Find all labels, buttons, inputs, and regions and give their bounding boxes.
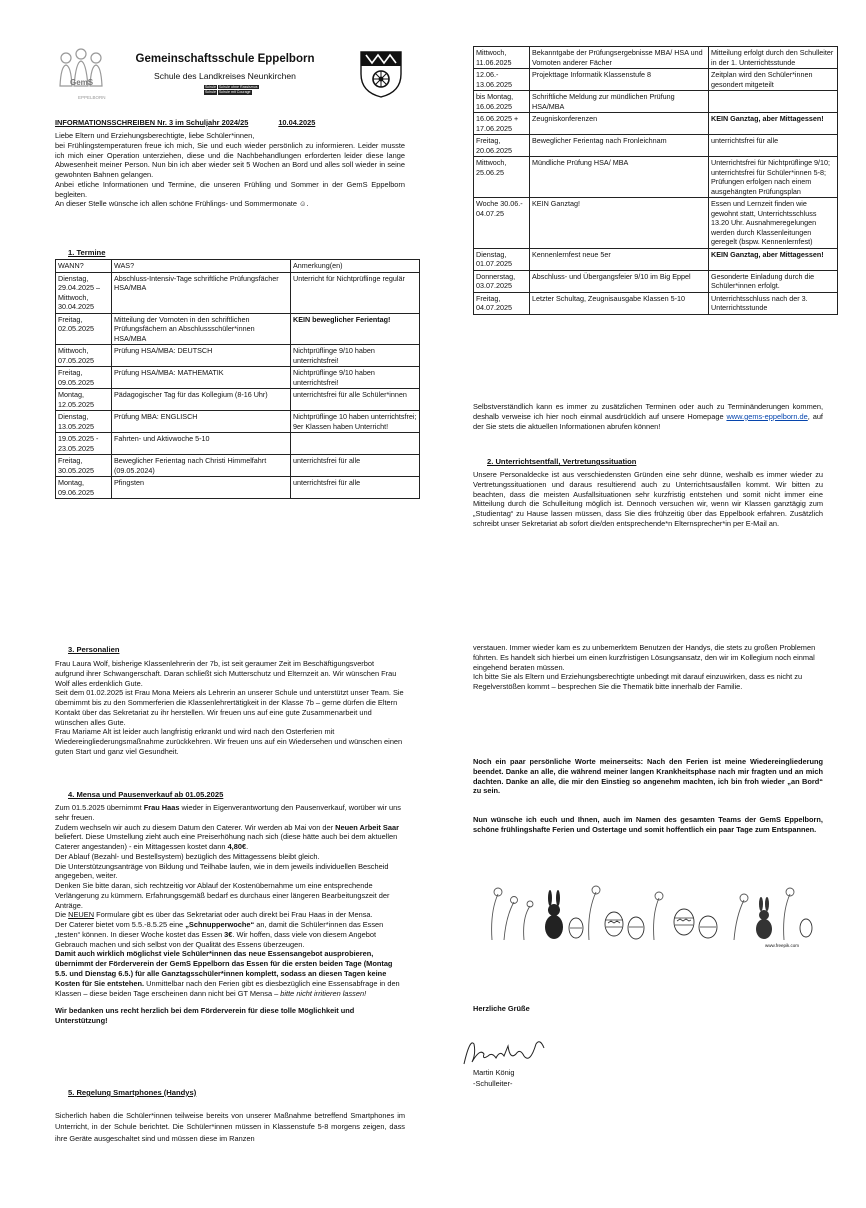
letter-heading: INFORMATIONSSCHREIBEN Nr. 3 im Schuljahr 2024/25 (55, 118, 249, 127)
bunny-icon-2 (756, 897, 772, 939)
cell-note: Essen und Lernzeit finden wie gewohnt statt, Unterrichtsschluss 13.20 Uhr. Ausnahmeregelungen werden durch Klassenleitungen geregelt (bspw. Kennenlernfest) (709, 198, 838, 249)
table-row (56, 272, 420, 313)
cell-what: Schriftliche Meldung zur mündlichen Prüfung HSA/MBA (530, 91, 709, 113)
closing-personal: Noch ein paar persönliche Worte meinerseits: Nach den Ferien ist meine Wiedereingliederung beendet. Danke an alle, die während meiner langen Krankheitsphase nach mir fragten und an mich dachten. Danke an alle, die mir den Einstieg so angenehm machten, ich bin froh wieder „an Bord“ zu sein. (473, 757, 823, 796)
cell-what: Bekanntgabe der Prüfungsergebnisse MBA/ HSA und Vornoten anderer Fächer (530, 47, 709, 69)
table-row (56, 389, 420, 411)
cell-what: Zeugniskonferenzen (530, 113, 709, 135)
cell-when: Dienstag, 01.07.2025 (474, 248, 530, 270)
intro-text-2: Anbei etliche Informationen und Termine, die unseren Frühling und Sommer in der GemS Eppelborn begleiten. (55, 179, 405, 199)
section-5-continued (473, 643, 823, 692)
intro-text: bei Frühlingstemperaturen freue ich mich, Sie und euch wieder persönlich zu informieren. Leider musste ich mich einer Operation unterziehen, diese und die Nachbehandlungen erforderten leider diese lange Abwesenheit meiner Person. Nun bin ich aber wieder seit 5 Wochen an Bord und alles soll wieder in seine gewohnten Bahnen gelangen. (55, 140, 405, 180)
cell-when: Dienstag, 29.04.2025 – Mittwoch, 30.04.2025 (56, 272, 112, 313)
cell-when: 19.05.2025 - 23.05.2025 (56, 433, 112, 455)
logo-text: GemS (70, 78, 94, 87)
cell-what: Beweglicher Ferientag nach Christi Himmelfahrt (09.05.2024) (112, 455, 291, 477)
cell-note: Gesonderte Einladung durch die Schüler*innen erfolgt. (709, 270, 838, 292)
cell-note: Nichtprüflinge 10 haben unterrichtsfrei; 9er Klassen haben Unterricht! (291, 411, 420, 433)
signer-role: -Schulleiter- (473, 1079, 513, 1088)
courage-badge: Schule Schule ohne Rassismus Schule Schule mit Courage (205, 85, 258, 95)
table-row (474, 135, 838, 157)
cell-when: bis Montag, 16.06.2025 (474, 91, 530, 113)
section-4-text (55, 803, 405, 1026)
section-3-text (55, 659, 405, 757)
section-5-text: Sicherlich haben die Schüler*innen teilweise bereits von unserer Maßnahme betreffend Smartphones im Unterricht, in der Schule berichtet. Die Schüler*innen müssen in Klassenstufe 5-8 morgens zeigen, dass ihre Geräte ausgeschaltet sind und müssen diese im Ranzen (55, 1111, 405, 1143)
cell-what: Prüfung MBA: ENGLISCH (112, 411, 291, 433)
cell-when: Montag, 09.06.2025 (56, 477, 112, 499)
cell-what: Letzter Schultag, Zeugnisausgabe Klassen 5-10 (530, 292, 709, 314)
table-row (474, 198, 838, 249)
signer-name: Martin König (473, 1068, 515, 1077)
letter-intro (55, 131, 405, 209)
logo-subtext: EPPELBORN (78, 95, 106, 100)
cell-what: Projekttage Informatik Klassenstufe 8 (530, 69, 709, 91)
table-row (56, 367, 420, 389)
schedule-table-2 (473, 46, 838, 315)
mensa-p5: Denken Sie bitte daran, sich rechtzeitig vor Ablauf der Kostenübernahme um eine entsprechende Verlängerung zu kümmern. Erfahrungsgemäß bedarf es durchaus einer längeren Bearbeitungszeit der Anträge. (55, 881, 390, 910)
cell-when: Mittwoch, 11.06.2025 (474, 47, 530, 69)
cell-what: Abschluss-Intensiv-Tage schriftliche Prüfungsfächer HSA/MBA (112, 272, 291, 313)
school-logo (52, 46, 110, 102)
cell-note: Zeitplan wird den Schüler*innen gesondert mitgeteilt (709, 69, 838, 91)
signature-icon (460, 1034, 550, 1070)
cell-what: Fahrten- und Aktivwoche 5-10 (112, 433, 291, 455)
cell-note: unterrichtsfrei für alle (709, 135, 838, 157)
mensa-p9: Wir bedanken uns recht herzlich bei dem Förderverein für diese tolle Möglichkeit und Unterstützung! (55, 1006, 355, 1026)
bunny-icon (545, 890, 563, 939)
regards: Herzliche Grüße (473, 1004, 530, 1013)
greeting: Liebe Eltern und Erziehungsberechtigte, liebe Schüler*innen, (55, 131, 255, 140)
homepage-note-end: , auf der Sie stets die aktuellen Informationen abrufen können! (473, 411, 823, 431)
cell-when: Mittwoch, 25.06.25 (474, 157, 530, 198)
cell-note: Unterrichtsschluss nach der 3. Unterrichtsstunde (709, 292, 838, 314)
gems-logo-graphic (52, 46, 110, 102)
cell-note: Mitteilung erfolgt durch den Schulleiter in der 1. Unterrichtsstunde (709, 47, 838, 69)
cell-what: Pädagogischer Tag für das Kollegium (8-16 Uhr) (112, 389, 291, 411)
cell-when: Mittwoch, 07.05.2025 (56, 345, 112, 367)
mensa-p3: Der Ablauf (Bezahl- und Bestellsystem) bezüglich des Mittagessens bleibt gleich. (55, 851, 320, 861)
cell-what: Prüfung HSA/MBA: DEUTSCH (112, 345, 291, 367)
table-row (56, 345, 420, 367)
cell-when: Freitag, 20.06.2025 (474, 135, 530, 157)
personal-p3: Frau Mariame Alt ist leider auch langfristig erkrankt und wird nach den Osterferien mit Wiedereingliederungsmaßnahme zurückkehren. Wir freuen uns auf ein Wiedersehen und wünschen einen guten Start und ganz viel Gesundheit. (55, 727, 403, 756)
table-row (474, 292, 838, 314)
cell-what: Mitteilung der Vornoten in den schriftlichen Prüfungsfächern an Abschlussschüler*innen HSA/MBA (112, 313, 291, 345)
easter-illustration (484, 872, 814, 942)
handy-p2: verstauen. Immer wieder kam es zu unbemerktem Benutzen der Handys, die stets zu großen Problemen führten. Es handelt sich hierbei um einen kurzfristigen Lösungsansatz, den wir im Kollegium noch einmal eingehend beraten müssen. (473, 643, 816, 672)
cell-when: Freitag, 09.05.2025 (56, 367, 112, 389)
cell-what: KEIN Ganztag! (530, 198, 709, 249)
cell-what: Pfingsten (112, 477, 291, 499)
table-header-row (56, 260, 420, 273)
section-1-title: 1. Termine (68, 248, 106, 257)
mensa-p8: Damit auch wirklich möglichst viele Schüler*innen das neue Essensangebot ausprobieren, übernimmt der Förderverein der GemS Eppelborn das Essen für die ersten beiden Tage (Montag 5.5. und Dienstag 6.5.) für alle Ganztagsschüler*innen komplett, sodass an diesen Tagen keine Kosten für Sie entstehen. Unmittelbar nach den Ferien gibt es diesbezüglich eine Essensabfrage in den Klassen – diese beiden Tage erscheinen dann nicht bei GT Mensa – bitte nicht irritieren lassen! (55, 949, 400, 998)
school-title: Gemeinschaftsschule Eppelborn (135, 53, 315, 65)
table-row (474, 248, 838, 270)
mensa-p7: Der Caterer bietet vom 5.5.-8.5.25 eine „Schnupperwoche“ an, damit die Schüler*innen das Essen „testen“ können. In dieser Woche kostet das Essen 3€. Wir hoffen, dass viele von diesem Angebot Gebrauch machen und sich selbst von der Qualität des Essens überzeugen. (55, 920, 384, 949)
homepage-link[interactable]: www.gems-eppelborn.de (726, 411, 808, 421)
cell-note: KEIN Ganztag, aber Mittagessen! (709, 248, 838, 270)
cell-what: Abschluss- und Übergangsfeier 9/10 im Big Eppel (530, 270, 709, 292)
cell-when: Freitag, 30.05.2025 (56, 455, 112, 477)
cell-note: KEIN Ganztag, aber Mittagessen! (709, 113, 838, 135)
cell-note: unterrichtsfrei für alle (291, 477, 420, 499)
cell-when: Freitag, 04.07.2025 (474, 292, 530, 314)
table-row (56, 313, 420, 345)
cell-note: Nichtprüflinge 9/10 haben unterrichtsfrei! (291, 367, 420, 389)
personal-p1: Frau Laura Wolf, bisherige Klassenlehrerin der 7b, ist seit geraumer Zeit im Beschäftigungsverbot aufgrund ihrer Schwangerschaft. Daran schließt sich Mutterschutz und Elternzeit an. Wir wünschen Frau Wolf alles erdenklich Gute. (55, 659, 397, 688)
section-2-text: Unsere Personaldecke ist aus verschiedensten Gründen eine sehr dünne, weshalb es immer wieder zu Vertretungssituationen und daraus resultierend auch zu Unterrichtsausfällen kommt. Wir bitten zu beachten, dass die meisten Ausfallsituationen sehr kurzfristig entstehen und somit nicht immer eine Mitteilung durch die Schulleitung möglich ist. Dennoch versuchen wir, wenn wir Klassen ganztägig zum „Studientag“ zu Hause lassen müssen, dass Sie dies frühzeitig über das Eppelbook erfahren. Zusätzlich schreibt unser Sekretariat ab sofort die/den entsprechende*n Elternsprecher*in per E-Mail an. (473, 470, 823, 528)
cell-what: Beweglicher Ferientag nach Fronleichnam (530, 135, 709, 157)
section-2-title: 2. Unterrichtsentfall, Vertretungssituation (487, 457, 637, 466)
badge-line1: Schule ohne Rassismus (219, 85, 258, 89)
cell-note: Unterricht für Nichtprüflinge regulär (291, 272, 420, 313)
mensa-p6: Die NEUEN Formulare gibt es über das Sekretariat oder auch direkt bei Frau Haas in der Mensa. (55, 910, 373, 920)
cell-when: Freitag, 02.05.2025 (56, 313, 112, 345)
col-what: WAS? (112, 260, 291, 273)
cell-what: Prüfung HSA/MBA: MATHEMATIK (112, 367, 291, 389)
table-row (474, 113, 838, 135)
school-header (120, 52, 330, 83)
cell-note (709, 91, 838, 113)
table-row (56, 433, 420, 455)
table-row (474, 69, 838, 91)
table-row (474, 47, 838, 69)
table-row (474, 91, 838, 113)
cell-when: 12.06.- 13.06.2025 (474, 69, 530, 91)
letter-heading-row (55, 118, 405, 128)
cell-note: unterrichtsfrei für alle Schüler*innen (291, 389, 420, 411)
cell-note (291, 433, 420, 455)
table-row (56, 455, 420, 477)
mensa-p1: Zum 01.5.2025 übernimmt Frau Haas wieder in Eigenverantwortung den Pausenverkauf, worüber wir uns sehr freuen. (55, 803, 401, 822)
cell-when: Woche 30.06.- 04.07.25 (474, 198, 530, 249)
table-row (56, 477, 420, 499)
letter-date: 10.04.2025 (278, 118, 316, 127)
cell-when: Montag, 12.05.2025 (56, 389, 112, 411)
homepage-note (473, 402, 823, 431)
section-3-title: 3. Personalien (68, 645, 120, 654)
table-row (474, 270, 838, 292)
table-row (56, 411, 420, 433)
cell-note: Nichtprüflinge 9/10 haben unterrichtsfrei! (291, 345, 420, 367)
cell-when: Dienstag, 13.05.2025 (56, 411, 112, 433)
col-note: Anmerkung(en) (291, 260, 420, 273)
image-credit: www.freepik.com (765, 943, 800, 948)
closing-wishes: Nun wünsche ich euch und Ihnen, auch im Namen des gesamten Teams der GemS Eppelborn, schöne frühlingshafte Ferien und Ostertage und somit hoffentlich ein paar Tage zum Entspannen. (473, 815, 823, 834)
section-4-title: 4. Mensa und Pausenverkauf ab 01.05.2025 (68, 790, 224, 799)
mensa-p4: Die Unterstützungsanträge von Bildung und Teilhabe laufen, wie in dem jeweils individuellen Bescheid angegeben, weiter. (55, 861, 389, 881)
cell-note: unterrichtsfrei für alle (291, 455, 420, 477)
handy-p3: Ich bitte Sie als Eltern und Erziehungsberechtigte unbedingt mit darauf einzuwirken, dass es nicht zu Regelverstößen kommt – besprechen Sie die Thematik bitte innerhalb der Familie. (473, 672, 803, 692)
col-when: WANN? (56, 260, 112, 273)
coat-of-arms-icon (358, 46, 404, 98)
wish-text: An dieser Stelle wünsche ich allen schöne Frühlings- und Sommermonate ☺. (55, 199, 309, 209)
school-subtitle: Schule des Landkreises Neunkirchen (154, 71, 296, 82)
cell-what: Mündliche Prüfung HSA/ MBA (530, 157, 709, 198)
badge-line2: Schule mit Courage (219, 90, 251, 95)
schedule-table-1 (55, 259, 420, 499)
cell-note: KEIN beweglicher Ferientag! (291, 313, 420, 345)
table-row (474, 157, 838, 198)
mensa-p2: Zudem wechseln wir auch zu diesem Datum den Caterer. Wir werden ab Mai von der Neuen Arbeit Saar beliefert. Diese Umstellung zieht auch eine Preiserhöhung nach sich (diese hätte auch bei dem aktuellen Caterer angestanden) - ein Mittagessen kostet dann 4,80€. (55, 822, 399, 852)
personal-p2: Seit dem 01.02.2025 ist Frau Mona Meiers als Lehrerin an unserer Schule und unterstützt unser Team. Sie übernimmt bis zu den Sommerferien die Klassenlehrertätigkeit in der Klasse 7b – gerne dürfen die Eltern Kontakt über das Sekretariat zu ihr herstellen. Wir freuen uns auf eine gute Zusammenarbeit und wünschen alles Gute. (55, 688, 404, 727)
cell-what: Kennenlernfest neue 5er (530, 248, 709, 270)
cell-when: 16.06.2025 + 17.06.2025 (474, 113, 530, 135)
cell-when: Donnerstag, 03.07.2025 (474, 270, 530, 292)
section-5-title: 5. Regelung Smartphones (Handys) (68, 1088, 197, 1097)
cell-note: Unterrichtsfrei für Nichtprüflinge 9/10; unterrichtsfrei für Schüler*innen 5-8; Prüfungen erfolgen nach einem ausgehängten Prüfungsplan (709, 157, 838, 198)
homepage-note-text: Selbstverständlich kann es immer zu zusätzlichen Terminen oder auch zu Terminänderungen kommen, deshalb verweise ich hier noch einmal ausdrücklich auf unsere Homepage (473, 402, 823, 421)
